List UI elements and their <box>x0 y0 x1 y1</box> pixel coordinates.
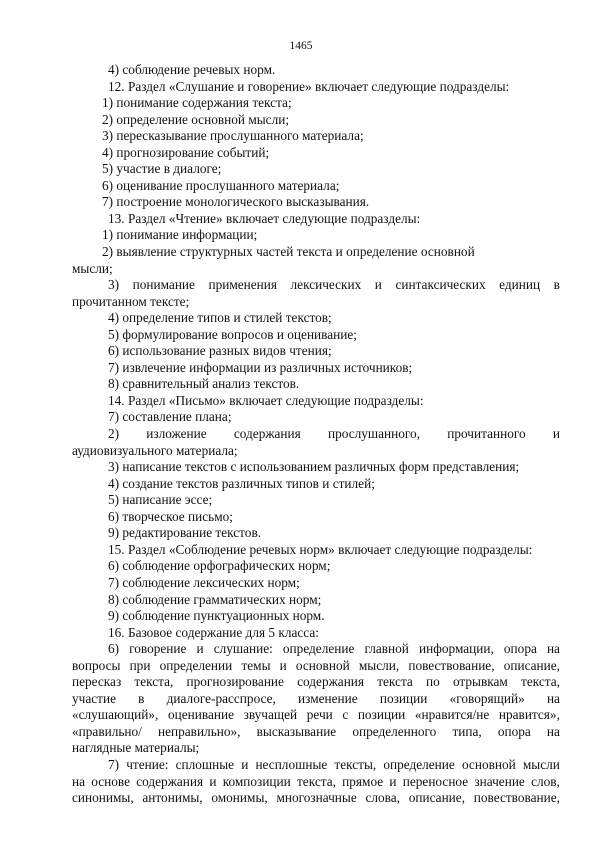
text-word: «нравится/не <box>414 707 490 723</box>
text-line-content: 9) редактирование текстов. <box>108 525 262 541</box>
text-word: в <box>138 690 145 706</box>
text-word: мысли, <box>358 657 400 673</box>
text-line-content: 6) оценивание прослушанного материала; <box>102 177 340 193</box>
text-line <box>72 674 560 691</box>
text-line-content: наглядные материалы; <box>72 740 200 756</box>
text-word: оценивание <box>167 707 234 723</box>
text-word: значение <box>474 773 525 789</box>
text-word: при <box>129 657 151 673</box>
text-word: основной <box>461 756 516 772</box>
text-line-content: 5) написание эссе; <box>108 492 213 508</box>
text-line <box>72 476 560 493</box>
text-line-content: 5) участие в диалоге; <box>102 161 222 177</box>
text-line-content: 6) использование разных видов чтения; <box>108 343 332 359</box>
text-line <box>72 211 560 228</box>
text-word: опора <box>497 723 531 739</box>
text-line <box>72 542 560 559</box>
text-line-content: прочитанном тексте; <box>72 293 190 309</box>
text-word: основной <box>295 657 350 673</box>
text-line <box>72 327 560 344</box>
text-line <box>72 409 560 426</box>
text-line <box>72 509 560 526</box>
text-word: и <box>389 773 397 789</box>
text-line <box>72 393 560 410</box>
text-line <box>72 79 560 96</box>
text-line-content: 4) соблюдение речевых норм. <box>108 62 276 77</box>
text-word: высказывание <box>256 723 337 739</box>
text-word: 3) <box>108 277 120 293</box>
text-line-content: 6) творческое письмо; <box>108 508 233 524</box>
text-word: синтаксических <box>395 277 486 293</box>
text-line <box>72 592 560 609</box>
text-word: отрывкам <box>452 674 508 690</box>
text-word: «слушающий», <box>72 707 159 723</box>
text-word: прямое <box>342 773 384 789</box>
text-word: описание, <box>408 790 466 806</box>
text-word: определение <box>383 756 455 772</box>
text-word: сплошные <box>175 756 235 772</box>
text-line <box>72 492 560 509</box>
text-line <box>72 343 560 360</box>
text-word: повествование, <box>473 790 560 806</box>
text-word: основе <box>91 773 130 789</box>
text-word: текста, <box>297 773 336 789</box>
text-word: неправильно», <box>157 723 241 739</box>
text-line-content: 1) понимание содержания текста; <box>102 95 292 111</box>
text-word: определенного <box>352 723 437 739</box>
text-word: «правильно/ <box>72 723 142 739</box>
text-word: участие <box>72 690 116 706</box>
text-word: на <box>546 690 560 706</box>
text-line <box>72 558 560 575</box>
text-line-content: 16. Базовое содержание для 5 класса: <box>108 624 319 640</box>
text-line <box>72 658 560 675</box>
text-line <box>72 707 560 724</box>
text-word: прослушанного, <box>327 426 421 442</box>
text-word: содержания <box>136 773 204 789</box>
text-line <box>72 261 560 278</box>
text-word: 6) <box>108 641 120 657</box>
text-line <box>72 774 560 791</box>
text-word: по <box>426 674 440 690</box>
text-line <box>72 691 560 708</box>
text-word: мысли <box>522 756 560 772</box>
text-line <box>72 443 560 460</box>
text-line <box>72 459 560 476</box>
text-word: опора <box>503 641 537 657</box>
text-line <box>72 194 560 211</box>
text-line <box>72 525 560 542</box>
text-line-content: 9) соблюдение пунктуационных норм. <box>108 608 325 624</box>
text-word: антонимы, <box>142 790 203 806</box>
text-word: нравится», <box>498 707 560 723</box>
text-word: описание, <box>503 657 560 673</box>
text-word: речи <box>306 707 333 723</box>
text-word: текста, <box>521 674 560 690</box>
text-line <box>72 790 560 807</box>
text-word: на <box>546 641 560 657</box>
text-line-content: 2) определение основной мысли; <box>102 111 290 127</box>
text-line <box>72 724 560 741</box>
text-word: изменение <box>298 690 358 706</box>
text-line <box>72 62 560 79</box>
text-line-content: 4) создание текстов различных типов и стилей; <box>108 475 375 491</box>
text-word: тексты, <box>334 756 377 772</box>
text-word: на <box>72 773 86 789</box>
text-line <box>72 244 560 261</box>
text-word: лексических <box>290 277 362 293</box>
text-word: и <box>241 756 249 772</box>
text-word: прогнозирование <box>186 674 284 690</box>
text-line <box>72 227 560 244</box>
text-word: понимание <box>132 277 195 293</box>
text-line <box>72 608 560 625</box>
text-line-content: 13. Раздел «Чтение» включает следующие подразделы: <box>108 210 421 226</box>
text-line-content: 4) прогнозирование событий; <box>102 144 270 160</box>
text-word: содержания <box>297 674 365 690</box>
text-word: переносное <box>402 773 469 789</box>
text-line <box>72 757 560 774</box>
text-line <box>72 310 560 327</box>
text-line-content: 7) составление плана; <box>108 409 232 425</box>
text-word: диалоге-расспросе, <box>166 690 276 706</box>
text-word: типа, <box>452 723 482 739</box>
text-word: звучащей <box>243 707 298 723</box>
text-line <box>72 161 560 178</box>
text-word: позиции <box>357 707 406 723</box>
text-line <box>72 277 560 294</box>
text-word: определении <box>159 657 233 673</box>
text-word: чтение: <box>126 756 169 772</box>
text-word: «говорящий» <box>449 690 525 706</box>
text-line <box>72 376 560 393</box>
text-word: определение <box>282 641 355 657</box>
text-word: в <box>553 277 560 293</box>
text-word: 7) <box>108 756 120 772</box>
text-line-content: 3) написание текстов с использованием различных форм представления; <box>108 459 520 475</box>
text-word: изложение <box>146 426 207 442</box>
text-line <box>72 575 560 592</box>
page-number: 1465 <box>289 40 313 52</box>
text-line <box>72 145 560 162</box>
text-word: и <box>279 657 287 673</box>
text-word: текста, <box>134 674 174 690</box>
text-word: единиц <box>499 277 541 293</box>
text-word: информации, <box>419 641 494 657</box>
text-line-content: 1) понимание информации; <box>102 227 258 243</box>
text-line-content: 3) пересказывание прослушанного материала; <box>102 128 364 144</box>
text-word: и <box>552 426 560 442</box>
text-word: и <box>374 277 382 293</box>
text-word: 2) <box>108 426 120 442</box>
text-word: применения <box>208 277 278 293</box>
text-line <box>72 112 560 129</box>
text-word: многозначные <box>276 790 357 806</box>
text-line <box>72 426 560 443</box>
text-line-content: 7) извлечение информации из различных источников; <box>108 359 413 375</box>
text-word: прочитанного <box>447 426 526 442</box>
text-line-content: 7) соблюдение лексических норм; <box>108 574 300 590</box>
text-word: текста <box>377 674 413 690</box>
text-word: синонимы, <box>72 790 134 806</box>
text-word: главной <box>364 641 409 657</box>
text-line-content: 2) выявление структурных частей текста и определение основной <box>102 244 475 260</box>
text-word: пересказ <box>72 674 122 690</box>
text-word: позиции <box>379 690 428 706</box>
text-word: слов, <box>531 773 560 789</box>
text-word: слова, <box>365 790 400 806</box>
text-line <box>72 625 560 642</box>
text-line-content: 7) построение монологического высказывания. <box>102 194 370 210</box>
text-line-content: 15. Раздел «Соблюдение речевых норм» включает следующие подразделы: <box>108 541 533 557</box>
text-word: содержания <box>233 426 301 442</box>
text-line <box>72 294 560 311</box>
text-line <box>72 360 560 377</box>
text-line-content: мысли; <box>72 260 113 276</box>
document-body <box>72 62 560 807</box>
text-word: слушание: <box>213 641 273 657</box>
text-word: несплошные <box>255 756 328 772</box>
text-word: на <box>546 723 560 739</box>
text-word: темы <box>241 657 271 673</box>
text-line-content: 8) сравнительный анализ текстов. <box>108 376 300 392</box>
text-line-content: аудиовизуального материала; <box>72 442 238 458</box>
text-word: вопросы <box>72 657 121 673</box>
text-line <box>72 641 560 658</box>
text-line <box>72 178 560 195</box>
text-word: и <box>209 773 217 789</box>
text-word: и <box>196 641 204 657</box>
text-line-content: 6) соблюдение орфографических норм; <box>108 558 331 574</box>
text-word: с <box>342 707 349 723</box>
text-word: повествование, <box>408 657 495 673</box>
text-line-content: 12. Раздел «Слушание и говорение» включает следующие подразделы: <box>108 78 510 94</box>
text-word: говорение <box>129 641 187 657</box>
text-line-content: 8) соблюдение грамматических норм; <box>108 591 322 607</box>
text-word: композиции <box>222 773 291 789</box>
text-line-content: 5) формулирование вопросов и оценивание; <box>108 326 358 342</box>
text-line <box>72 95 560 112</box>
text-line-content: 14. Раздел «Письмо» включает следующие подразделы: <box>108 392 424 408</box>
text-line <box>72 128 560 145</box>
text-line <box>72 740 560 757</box>
text-line-content: 4) определение типов и стилей текстов; <box>108 310 332 326</box>
text-word: омонимы, <box>211 790 268 806</box>
